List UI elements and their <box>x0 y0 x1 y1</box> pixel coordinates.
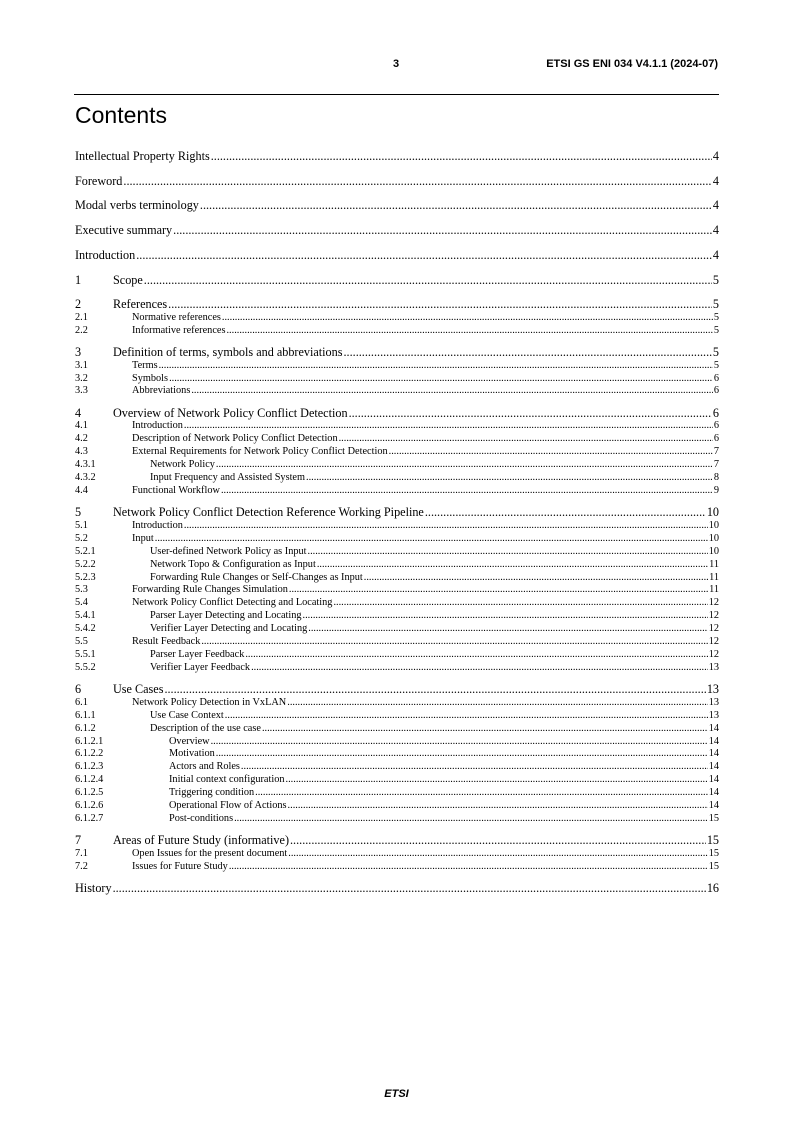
toc-entry-page: 12 <box>708 610 719 622</box>
toc-entry-number: 4.3 <box>75 446 88 458</box>
toc-entry-page: 11 <box>709 558 719 570</box>
toc-entry-page: 5 <box>712 345 719 360</box>
toc-leader-dots <box>211 149 712 164</box>
toc-entry[interactable] <box>75 385 719 398</box>
toc-entry-page: 11 <box>709 584 719 596</box>
toc-entry-number: 5.5 <box>75 636 88 647</box>
toc-entry[interactable] <box>75 682 719 697</box>
toc-entry-page: 6 <box>713 385 719 397</box>
toc-leader-dots <box>123 174 712 189</box>
toc-entry-page: 5 <box>713 311 719 323</box>
toc-leader-dots <box>169 373 713 386</box>
toc-entry-page: 12 <box>708 597 719 609</box>
toc-entry-number: 6.1.2.6 <box>75 800 104 811</box>
toc-entry-number: 2.1 <box>75 311 88 323</box>
toc-leader-dots <box>241 761 708 774</box>
toc-entry-title: Terms <box>132 359 158 371</box>
toc-entry-page: 6 <box>713 433 719 445</box>
toc-entry-page: 5 <box>713 359 719 371</box>
toc-entry-title: Issues for Future Study <box>132 860 228 872</box>
toc-leader-dots <box>226 325 712 338</box>
toc-entry-title: Post-conditions <box>169 812 234 824</box>
toc-entry-title: Definition of terms, symbols and abbreviations <box>113 345 343 360</box>
toc-entry-number: 5.1 <box>75 519 88 531</box>
toc-leader-dots <box>262 723 708 736</box>
toc-entry[interactable] <box>75 597 719 610</box>
toc-entry[interactable] <box>75 174 719 189</box>
toc-entry-title: Network Policy Conflict Detection Reference Working Pipeline <box>113 505 424 520</box>
toc-entry[interactable] <box>75 546 719 559</box>
toc-entry[interactable] <box>75 360 719 373</box>
toc-leader-dots <box>308 546 708 559</box>
toc-entry[interactable] <box>75 610 719 623</box>
toc-entry-title: Open Issues for the present document <box>132 847 288 859</box>
toc-leader-dots <box>288 848 707 861</box>
toc-entry-page: 15 <box>706 833 719 848</box>
toc-entry[interactable] <box>75 223 719 238</box>
toc-entry-number: 6.1.2.2 <box>75 748 104 760</box>
toc-leader-dots <box>159 360 713 373</box>
toc-entry-number: 6 <box>75 682 82 697</box>
toc-entry-title: Functional Workflow <box>132 484 220 496</box>
toc-entry-number: 6.1 <box>75 696 88 708</box>
toc-entry[interactable] <box>75 881 719 896</box>
toc-entry-number: 6.1.1 <box>75 709 96 721</box>
toc-entry-page: 12 <box>708 636 719 647</box>
toc-leader-dots <box>288 800 708 813</box>
toc-entry[interactable] <box>75 520 719 533</box>
header-rule <box>74 94 719 95</box>
toc-entry[interactable] <box>75 748 719 761</box>
toc-entry-number: 5 <box>75 505 82 520</box>
toc-entry-number: 5.4.1 <box>75 610 96 622</box>
toc-entry-number: 2.2 <box>75 324 88 336</box>
toc-entry-number: 7.1 <box>75 847 88 859</box>
toc-entry-title: Informative references <box>132 324 226 336</box>
toc-leader-dots <box>222 312 713 325</box>
toc-entry-title: Initial context configuration <box>169 774 285 786</box>
toc-leader-dots <box>113 881 706 896</box>
toc-entry-page: 4 <box>712 198 719 213</box>
toc-entry-title: Modal verbs terminology <box>75 198 199 213</box>
toc-entry[interactable] <box>75 345 719 360</box>
footer-etsi: ETSI <box>384 1088 409 1100</box>
toc-entry[interactable] <box>75 584 719 597</box>
toc-leader-dots <box>349 406 712 421</box>
toc-entry-title: Triggering condition <box>169 787 255 799</box>
toc-entry-page: 4 <box>712 173 719 188</box>
toc-entry-number: 3.3 <box>75 385 88 397</box>
toc-entry-page: 13 <box>708 709 719 721</box>
toc-leader-dots <box>333 597 707 610</box>
toc-entry-title: Scope <box>113 272 143 287</box>
toc-entry-number: 4.4 <box>75 484 88 496</box>
toc-entry-title: Forwarding Rule Changes or Self-Changes as Input <box>150 571 363 583</box>
toc-entry-title: Input <box>132 532 154 544</box>
toc-entry-title: Normative references <box>132 311 221 323</box>
toc-entry-number: 3.1 <box>75 359 88 371</box>
toc-entry-title: Input Frequency and Assisted System <box>150 472 306 483</box>
toc-leader-dots <box>144 273 712 288</box>
toc-entry[interactable] <box>75 433 719 446</box>
toc-entry[interactable] <box>75 813 719 826</box>
toc-entry[interactable] <box>75 485 719 498</box>
toc-entry-number: 5.2.2 <box>75 558 96 570</box>
toc-entry-page: 14 <box>708 787 719 799</box>
toc-leader-dots <box>164 682 705 697</box>
toc-entry-number: 1 <box>75 272 82 287</box>
toc-leader-dots <box>364 572 708 585</box>
toc-entry-page: 11 <box>709 571 719 583</box>
toc-entry[interactable] <box>75 149 719 164</box>
toc-entry-page: 7 <box>713 459 719 471</box>
toc-leader-dots <box>229 861 708 874</box>
toc-entry-page: 8 <box>713 472 719 483</box>
toc-entry[interactable] <box>75 373 719 386</box>
toc-entry-page: 14 <box>708 735 719 747</box>
toc-entry-title: External Requirements for Network Policy Conflict Detection <box>132 446 388 458</box>
toc-entry[interactable] <box>75 198 719 213</box>
toc-entry[interactable] <box>75 787 719 800</box>
toc-entry-page: 4 <box>712 247 719 262</box>
toc-leader-dots <box>200 198 712 213</box>
toc-entry-title: Description of the use case <box>150 722 261 734</box>
toc-entry-page: 10 <box>708 532 719 544</box>
toc-entry-title: Abbreviations <box>132 385 191 397</box>
toc-entry-page: 4 <box>712 149 719 163</box>
toc-entry[interactable] <box>75 710 719 723</box>
toc-entry[interactable] <box>75 446 719 459</box>
toc-leader-dots <box>308 623 707 636</box>
toc-leader-dots <box>173 223 712 238</box>
toc-entry-page: 4 <box>712 223 719 238</box>
toc-entry-title: Network Policy Conflict Detecting and Locating <box>132 597 333 609</box>
toc-entry-title: Use Cases <box>113 682 164 697</box>
toc-leader-dots <box>245 649 707 662</box>
toc-entry-page: 10 <box>708 519 719 531</box>
toc-entry-page: 14 <box>708 748 719 760</box>
toc-entry-title: Verifier Layer Feedback <box>150 661 251 673</box>
toc-entry-number: 6.1.2.1 <box>75 735 104 747</box>
toc-entry-title: User-defined Network Policy as Input <box>150 545 307 557</box>
toc-entry-title: Overview <box>169 735 210 747</box>
toc-entry-number: 5.3 <box>75 584 88 596</box>
toc-leader-dots <box>216 459 713 472</box>
toc-entry-page: 6 <box>712 405 719 420</box>
toc-entry-title: Operational Flow of Actions <box>169 800 287 811</box>
toc-entry-page: 15 <box>708 812 719 824</box>
toc-entry-page: 12 <box>708 648 719 660</box>
toc-entry-page: 13 <box>706 682 719 697</box>
toc-entry-number: 2 <box>75 297 82 312</box>
toc-entry-title: Executive summary <box>75 223 173 238</box>
toc-entry[interactable] <box>75 662 719 675</box>
toc-entry-number: 7.2 <box>75 860 88 872</box>
toc-entry-title: Description of Network Policy Conflict Detection <box>132 433 338 445</box>
toc-entry-page: 10 <box>706 505 719 520</box>
toc-entry-number: 5.2.3 <box>75 571 96 583</box>
toc-leader-dots <box>184 520 708 533</box>
toc-entry-title: Motivation <box>169 748 215 760</box>
toc-entry-page: 5 <box>713 324 719 336</box>
toc-entry-title: Network Policy <box>150 459 215 471</box>
toc-entry[interactable] <box>75 297 719 312</box>
toc-entry[interactable] <box>75 406 719 421</box>
toc-entry-page: 15 <box>708 860 719 872</box>
toc-leader-dots <box>155 533 708 546</box>
toc-entry-page: 6 <box>713 372 719 384</box>
toc-entry-title: Areas of Future Study (informative) <box>113 833 289 848</box>
toc-leader-dots <box>289 584 708 597</box>
toc-leader-dots <box>168 297 712 312</box>
toc-entry[interactable] <box>75 736 719 749</box>
toc-entry[interactable] <box>75 723 719 736</box>
toc-leader-dots <box>290 833 706 848</box>
toc-entry-title: Introduction <box>132 519 183 531</box>
toc-entry-page: 16 <box>706 881 719 896</box>
toc-entry-title: References <box>113 297 168 312</box>
toc-leader-dots <box>389 446 713 459</box>
toc-entry-number: 6.1.2.5 <box>75 787 104 799</box>
toc-entry[interactable] <box>75 623 719 636</box>
toc-entry-page: 5 <box>712 297 719 312</box>
toc-entry-number: 4 <box>75 405 82 420</box>
toc-entry-title: Verifier Layer Detecting and Locating <box>150 623 308 635</box>
toc-entry-page: 12 <box>708 623 719 635</box>
toc-entry-title: Symbols <box>132 372 169 384</box>
toc-entry-page: 9 <box>713 484 719 496</box>
toc-entry[interactable] <box>75 761 719 774</box>
toc-leader-dots <box>303 610 708 623</box>
toc-entry-page: 14 <box>708 774 719 786</box>
toc-entry[interactable] <box>75 848 719 861</box>
toc-entry[interactable] <box>75 636 719 649</box>
toc-entry-title: Actors and Roles <box>169 761 240 773</box>
toc-entry-page: 10 <box>708 545 719 557</box>
page-number: 3 <box>393 58 400 70</box>
toc-entry[interactable] <box>75 325 719 338</box>
toc-entry[interactable] <box>75 833 719 848</box>
toc-entry-page: 6 <box>713 420 719 432</box>
toc-entry-title: Network Topo & Configuration as Input <box>150 558 316 570</box>
toc-entry-number: 6.1.2.7 <box>75 812 104 824</box>
toc-entry[interactable] <box>75 559 719 572</box>
toc-leader-dots <box>287 697 707 710</box>
toc-entry[interactable] <box>75 572 719 585</box>
toc-entry[interactable] <box>75 273 719 288</box>
toc-entry-number: 5.2.1 <box>75 545 96 557</box>
toc-leader-dots <box>136 248 712 263</box>
toc-leader-dots <box>225 710 708 723</box>
toc-entry[interactable] <box>75 649 719 662</box>
toc-entry[interactable] <box>75 312 719 325</box>
toc-entry[interactable] <box>75 533 719 546</box>
toc-leader-dots <box>306 472 713 485</box>
toc-entry-title: Introduction <box>132 420 183 432</box>
toc-entry-title: Foreword <box>75 173 123 188</box>
toc-entry-number: 4.3.2 <box>75 472 96 483</box>
toc-entry-number: 3.2 <box>75 372 88 384</box>
toc-entry-title: Parser Layer Detecting and Locating <box>150 610 302 622</box>
toc-entry-number: 6.1.2 <box>75 722 96 734</box>
toc-entry-page: 7 <box>713 446 719 458</box>
toc-leader-dots <box>216 748 708 761</box>
toc-entry-page: 14 <box>708 761 719 773</box>
toc-entry-title: History <box>75 881 112 896</box>
toc-entry-title: Use Case Context <box>150 709 224 721</box>
toc-entry-page: 14 <box>708 722 719 734</box>
toc-entry-title: Intellectual Property Rights <box>75 149 210 163</box>
toc-entry-page: 15 <box>708 847 719 859</box>
toc-entry-number: 3 <box>75 345 82 360</box>
toc-entry-number: 7 <box>75 833 82 848</box>
toc-leader-dots <box>191 385 713 398</box>
toc-leader-dots <box>317 559 708 572</box>
toc-entry-number: 5.5.2 <box>75 661 96 673</box>
toc-entry-title: Introduction <box>75 247 136 262</box>
toc-entry-page: 5 <box>712 272 719 287</box>
toc-leader-dots <box>344 345 712 360</box>
toc-leader-dots <box>221 485 713 498</box>
toc-entry-title: Overview of Network Policy Conflict Detection <box>113 405 348 420</box>
toc-leader-dots <box>211 736 708 749</box>
toc-entry[interactable] <box>75 505 719 520</box>
toc-entry-title: Forwarding Rule Changes Simulation <box>132 584 288 596</box>
toc-entry[interactable] <box>75 800 719 813</box>
toc-leader-dots <box>184 420 713 433</box>
toc-leader-dots <box>255 787 708 800</box>
toc-leader-dots <box>425 505 706 520</box>
toc-entry-title: Parser Layer Feedback <box>150 648 245 660</box>
toc-leader-dots <box>201 636 707 649</box>
toc-entry-number: 5.4 <box>75 597 88 609</box>
toc-entry-page: 13 <box>708 661 719 673</box>
toc-leader-dots <box>286 774 708 787</box>
document-identifier: ETSI GS ENI 034 V4.1.1 (2024-07) <box>546 58 718 70</box>
toc-entry[interactable] <box>75 472 719 485</box>
toc-entry-number: 4.3.1 <box>75 459 96 471</box>
page-title: Contents <box>75 102 168 128</box>
toc-entry-page: 13 <box>708 696 719 708</box>
toc-leader-dots <box>339 433 713 446</box>
toc-entry-number: 6.1.2.3 <box>75 761 104 773</box>
toc-entry[interactable] <box>75 420 719 433</box>
toc-entry-page: 14 <box>708 800 719 811</box>
toc-entry-number: 5.2 <box>75 532 88 544</box>
toc-entry-title: Result Feedback <box>132 636 201 647</box>
toc-entry-number: 4.1 <box>75 420 88 432</box>
toc-entry-number: 4.2 <box>75 433 88 445</box>
toc-leader-dots <box>251 662 708 675</box>
toc-entry[interactable] <box>75 861 719 874</box>
toc-entry[interactable] <box>75 248 719 263</box>
toc-leader-dots <box>234 813 708 826</box>
toc-entry[interactable] <box>75 774 719 787</box>
toc-entry[interactable] <box>75 697 719 710</box>
toc-entry-number: 5.4.2 <box>75 623 96 635</box>
toc-entry-number: 5.5.1 <box>75 648 96 660</box>
toc-entry-number: 6.1.2.4 <box>75 774 104 786</box>
toc-entry-title: Network Policy Detection in VxLAN <box>132 696 287 708</box>
toc-entry[interactable] <box>75 459 719 472</box>
